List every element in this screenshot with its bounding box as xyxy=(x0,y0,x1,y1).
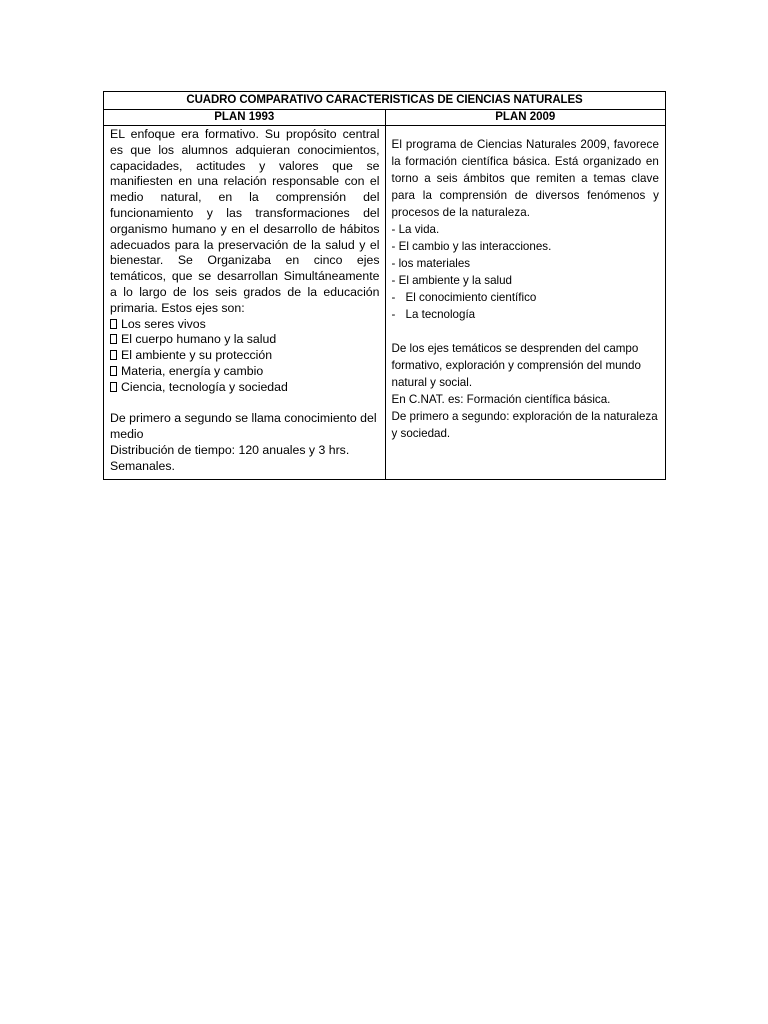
plan-2009-intro: El programa de Ciencias Naturales 2009, favorece la formación científica básica. Está organizado en torno a seis ámbitos que remiten a temas clave para la comprensión de diversos fenómenos y procesos de la naturaleza. xyxy=(391,138,659,219)
plan-2009-ambitos-list xyxy=(392,221,660,323)
list-item: El cuerpo humano y la salud xyxy=(110,332,380,348)
checkbox-glyph-icon xyxy=(110,319,117,329)
plan-1993-cell xyxy=(104,126,386,480)
spacer xyxy=(110,396,380,412)
plan-1993-note-conocimiento: De primero a segundo se llama conocimiento del medio xyxy=(110,411,377,442)
plan-2009-cnat: En C.NAT. es: Formación científica básica. xyxy=(391,393,611,406)
spacer xyxy=(110,475,380,479)
list-item: - El ambiente y la salud xyxy=(391,274,513,287)
checkbox-glyph-icon xyxy=(110,334,117,344)
plan-1993-note-tiempo: Distribución de tiempo: 120 anuales y 3 hrs. Semanales. xyxy=(110,442,350,473)
plan-1993-ejes-list xyxy=(110,317,380,396)
checkbox-glyph-icon xyxy=(110,382,117,392)
list-item: Ciencia, tecnología y sociedad xyxy=(110,380,380,396)
list-item: - El conocimiento científico xyxy=(391,291,537,304)
table-title: CUADRO COMPARATIVO CARACTERISTICAS DE CIENCIAS NATURALES xyxy=(104,92,666,110)
list-item: - La tecnología xyxy=(391,308,476,321)
list-item: - La vida. xyxy=(391,223,440,236)
plan-2009-cell xyxy=(385,126,666,480)
list-item: - los materiales xyxy=(391,257,471,270)
list-item: Materia, energía y cambio xyxy=(110,364,380,380)
spacer xyxy=(392,323,660,340)
checkbox-glyph-icon xyxy=(110,350,117,360)
plan-2009-ejes-text: De los ejes temáticos se desprenden del campo formativo, exploración y comprensión del mundo natural y social. xyxy=(391,342,641,389)
header-plan-1993: PLAN 1993 xyxy=(104,110,386,126)
plan-1993-intro: EL enfoque era formativo. Su propósito central es que los alumnos adquieran conocimientos, capacidades, actitudes y valores que se manifiesten en una relación responsable con el medio natural, en la comprensión del funcionamiento y las transformaciones del organismo humano y en el desarrollo de hábitos adecuados para la preservación de la salud y el bienestar. Se Organizaba en cinco ejes temáticos, que se desarrollan Simultáneamente a lo largo de los seis grados de la educación primaria. Estos ejes son: xyxy=(110,127,380,315)
list-item: - El cambio y las interacciones. xyxy=(391,240,552,253)
list-item: Los seres vivos xyxy=(110,317,380,333)
comparison-table xyxy=(103,91,666,480)
checkbox-glyph-icon xyxy=(110,366,117,376)
header-plan-2009: PLAN 2009 xyxy=(385,110,666,126)
plan-2009-primero: De primero a segundo: exploración de la naturaleza y sociedad. xyxy=(391,410,658,440)
list-item: El ambiente y su protección xyxy=(110,348,380,364)
